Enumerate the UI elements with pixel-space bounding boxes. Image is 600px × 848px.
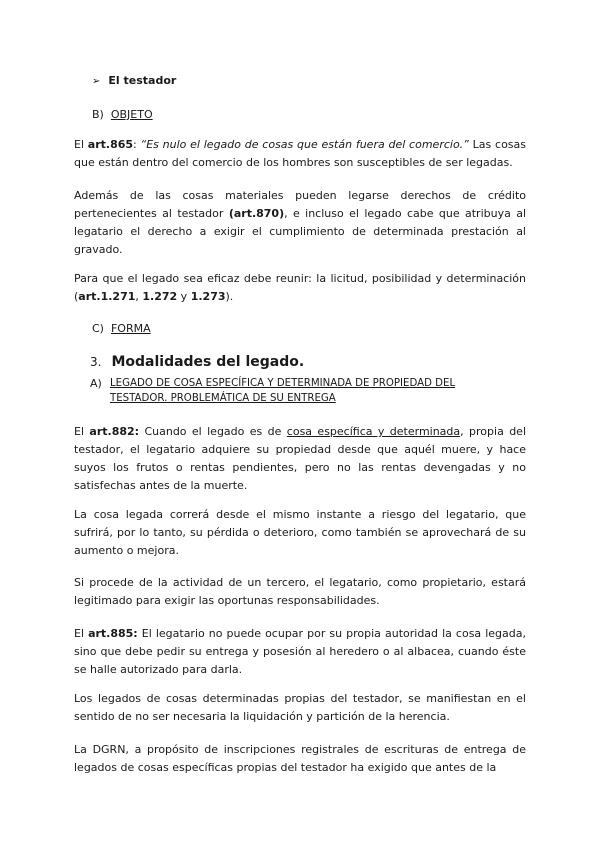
- paragraph-derechos-part2: , e incluso el legado cabe que atribuya al legatario el derecho a exigir el cumplimiento de determinada prestación al gravado.: [74, 207, 527, 256]
- paragraph-art-885: [74, 625, 526, 679]
- paragraph-dgrn: La DGRN, a propósito de inscripciones registrales de escrituras de entrega de legados de cosas específicas propias del testador ha exigido que antes de la: [74, 743, 526, 774]
- ref-art-865: art.865: [87, 138, 134, 151]
- section-b-letter: B): [92, 108, 104, 121]
- paragraph-art-885-prefix: El: [74, 627, 89, 640]
- section-a-title-line1: LEGADO DE COSA ESPECÍFICA Y DETERMINADA DE PROPIEDAD DEL: [110, 378, 456, 389]
- section-3-number: 3.: [90, 355, 102, 369]
- paragraph-art-865: El art.865: “Es nulo el legado de cosas que están fuera del comercio.” Las cosas que están dentro del comercio de los hombres son susceptibles de ser legadas.: [74, 138, 527, 169]
- paragraph-eficacia: [74, 270, 526, 306]
- paragraph-derechos-part1: Además de las cosas materiales pueden legarse derechos de crédito pertenecientes al testador: [74, 189, 526, 220]
- paragraph-derechos-credito: [74, 187, 526, 259]
- section-3-label: Modalidades del legado.: [111, 354, 305, 370]
- heading-testador-label: El testador: [108, 74, 177, 87]
- heading-testador: [92, 73, 176, 89]
- paragraph-art-865-rest: Las cosas que están dentro del comercio de los hombres son susceptibles de ser legadas.: [74, 138, 527, 169]
- paragraph-art-882-part1: Cuando el legado es de: [139, 425, 287, 438]
- paragraph-riesgo: La cosa legada correrá desde el mismo instante a riesgo del legatario, que sufrirá, por lo tanto, su pérdida o deterioro, como también se aprovechará de su aumento o mejora.: [74, 508, 526, 557]
- section-c-letter: C): [92, 322, 104, 335]
- separator-1: ,: [135, 290, 143, 303]
- section-a-title-line2: TESTADOR. PROBLEMÁTICA DE SU ENTREGA: [110, 393, 336, 404]
- ref-art-870: (art.870): [228, 207, 285, 220]
- ref-art-1272: 1.272: [142, 290, 178, 303]
- ref-art-885: art.885:: [88, 627, 138, 640]
- section-3-heading: [90, 354, 304, 370]
- section-b-label: OBJETO: [110, 108, 153, 121]
- paragraph-eficacia-part1: Para que el legado sea eficaz debe reunir: la licitud, posibilidad y determinación (: [74, 272, 526, 303]
- section-b-heading: [92, 107, 153, 122]
- paragraph-legados-determinados: Los legados de cosas determinadas propias del testador, se manifiestan en el sentido de no ser necesaria la liquidación y partición de la herencia.: [74, 692, 526, 723]
- paragraph-eficacia-end: ).: [225, 290, 234, 303]
- ref-art-1273: 1.273: [190, 290, 226, 303]
- paragraph-art-885-text: El legatario no puede ocupar por su propia autoridad la cosa legada, sino que debe pedir su entrega y posesión al heredero o al albacea, cuando éste se halle autorizado para darla.: [74, 627, 526, 676]
- cosa-especifica-underlined: cosa específica y determinada: [286, 425, 461, 438]
- section-c-label: FORMA: [110, 322, 151, 335]
- paragraph-art-882: [74, 423, 526, 495]
- section-a-letter: A): [90, 377, 102, 390]
- paragraph-art-882-prefix: El: [74, 425, 90, 438]
- paragraph-tercero: Si procede de la actividad de un tercero, el legatario, como propietario, estará legitimado para exigir las oportunas responsabilidades.: [74, 576, 526, 607]
- paragraph-art-882-part2: , propia del testador, el legatario adquiere su propiedad desde que aquél muere, y hace suyos los frutos o rentas pendientes, pero no las rentas devengadas y no satisfechas antes de la muerte.: [74, 425, 527, 492]
- arrow-bullet-icon: ➢: [92, 76, 101, 87]
- quote-art-865: “Es nulo el legado de cosas que están fuera del comercio.”: [140, 138, 469, 151]
- separator-2: y: [177, 290, 191, 303]
- section-c-heading: [92, 321, 151, 336]
- ref-art-1271: art.1.271: [78, 290, 136, 303]
- ref-art-882: art.882:: [89, 425, 140, 438]
